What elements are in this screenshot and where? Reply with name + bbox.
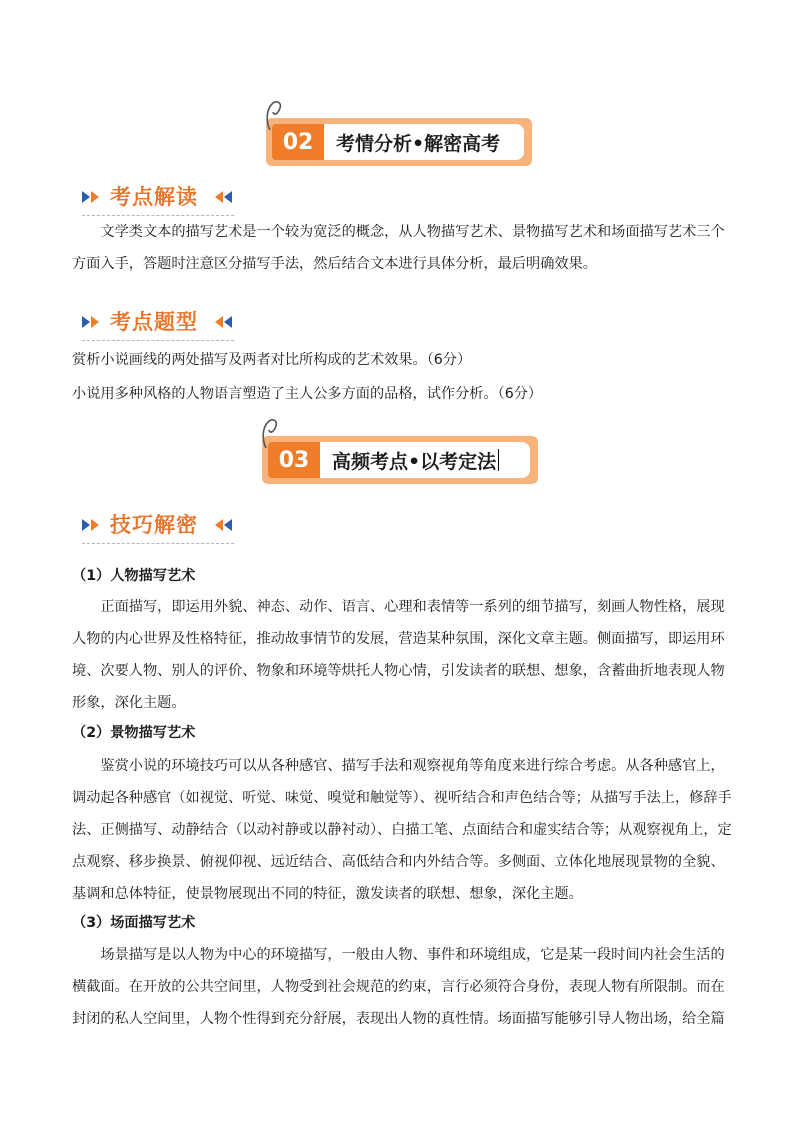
part-text: 场景描写是以人物为中心的环境描写，一般由人物、事件和环境组成，它是某一段时间内社会生活的横截面。在开放的公共空间里，人物受到社会规范的约束，言行必须符合身份，表现人物有所限制。而在封闭的私人空间里，人物个性得到充分舒展，表现出人物的真性情。场面描写能够引导人物出场，给全篇 — [72, 947, 725, 1027]
question-item: 赏析小说画线的两处描写及两者对比所构成的艺术效果。（6分） — [72, 352, 472, 368]
subheading-kaodian-jiedu — [82, 181, 242, 217]
section-title: 考情分析•解密高考 — [324, 124, 524, 160]
text-cursor — [498, 449, 499, 471]
section-banner-02 — [266, 118, 532, 166]
subheading-kaodian-tixing — [82, 306, 242, 342]
double-arrow-left-icon — [210, 517, 232, 533]
section-number: 02 — [272, 124, 324, 160]
section-number: 03 — [268, 442, 320, 478]
section-banner-03 — [262, 436, 538, 484]
subheading-label: 技巧解密 — [110, 513, 198, 537]
part-title: （3）场面描写艺术 — [72, 915, 196, 931]
part-title: （1）人物描写艺术 — [72, 568, 196, 584]
question-item: 小说用多种风格的人物语言塑造了主人公多方面的品格，试作分析。（6分） — [72, 386, 543, 402]
double-arrow-right-icon — [82, 314, 104, 330]
kaodian-jiedu-text: 文学类文本的描写艺术是一个较为宽泛的概念，从人物描写艺术、景物描写艺术和场面描写艺术三个方面入手，答题时注意区分描写手法，然后结合文本进行具体分析，最后明确效果。 — [72, 224, 725, 272]
double-arrow-right-icon — [82, 189, 104, 205]
double-arrow-right-icon — [82, 517, 104, 533]
section-title-text: 高频考点•以考定法 — [332, 450, 497, 473]
double-arrow-left-icon — [210, 314, 232, 330]
subheading-jiqiao-jiemi — [82, 509, 242, 545]
part-title: （2）景物描写艺术 — [72, 725, 196, 741]
subheading-label: 考点解读 — [110, 185, 198, 209]
subheading-label: 考点题型 — [110, 310, 198, 334]
part-text: 正面描写，即运用外貌、神态、动作、语言、心理和表情等一系列的细节描写，刻画人物性格，展现人物的内心世界及性格特征，推动故事情节的发展，营造某种氛围，深化文章主题。侧面描写，即运用环境、次要人物、别人的评价、物象和环境等烘托人物心情，引发读者的联想、想象，含蓄曲折地表现人物形象，深化主题。 — [72, 599, 725, 711]
section-title — [320, 442, 530, 478]
double-arrow-left-icon — [210, 189, 232, 205]
part-text: 鉴赏小说的环境技巧可以从各种感官、描写手法和观察视角等角度来进行综合考虑。从各种感官上，调动起各种感官（如视觉、听觉、味觉、嗅觉和触觉等）、视听结合和声色结合等；从描写手法上，修辞手法、正侧描写、动静结合（以动衬静或以静衬动）、白描工笔、点面结合和虚实结合等；从观察视角上，定点观察、移步换景、俯视仰视、远近结合、高低结合和内外结合等。多侧面、立体化地展现景物的全貌、基调和总体特征，使景物展现出不同的特征，激发读者的联想、想象，深化主题。 — [72, 758, 732, 902]
